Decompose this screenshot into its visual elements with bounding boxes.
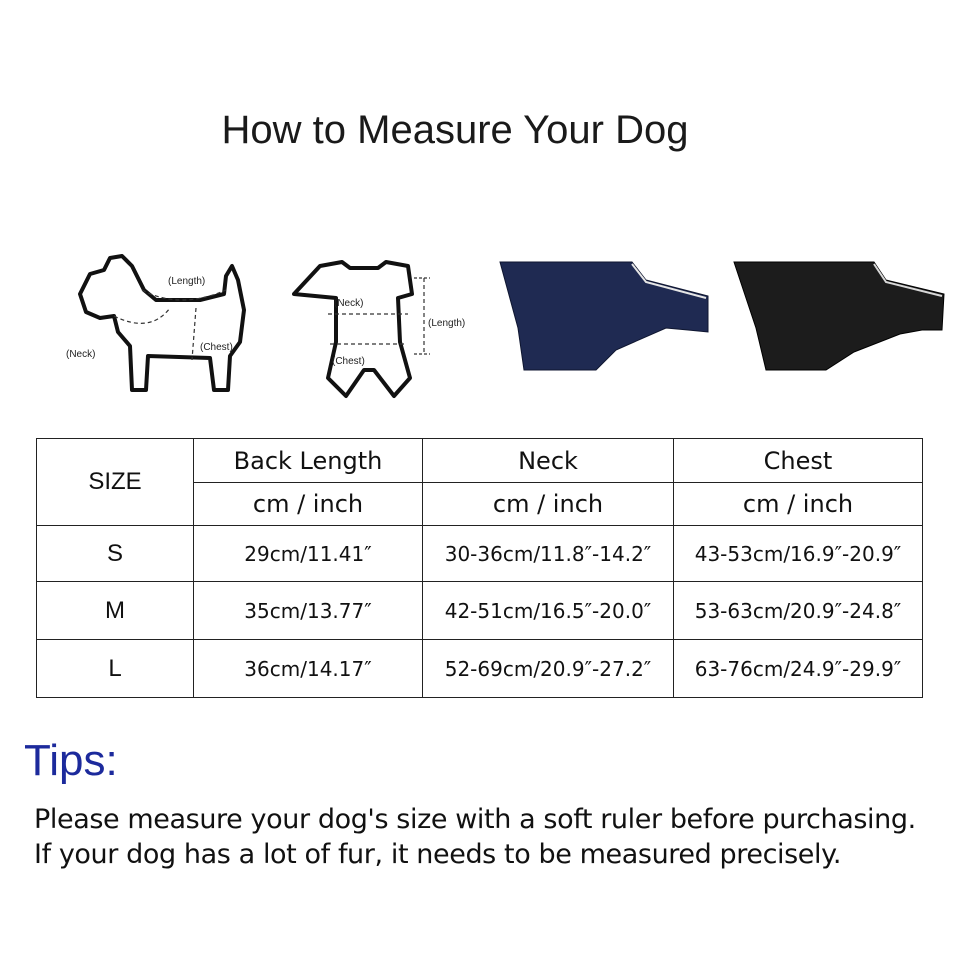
chest-header: Chest	[674, 439, 923, 483]
neck-header: Neck	[423, 439, 674, 483]
size-header: SIZE	[37, 439, 194, 526]
front-length-label: (Length)	[428, 318, 466, 329]
neck-cell: 52-69cm/20.9″-27.2″	[423, 640, 674, 698]
neck-cell: 42-51cm/16.5″-20.0″	[423, 582, 674, 640]
size-cell: S	[37, 526, 194, 582]
side-chest-label: (Chest)	[200, 342, 233, 353]
back-length-header: Back Length	[194, 439, 423, 483]
neck-cell: 30-36cm/11.8″-14.2″	[423, 526, 674, 582]
side-length-label: (Length)	[168, 276, 206, 287]
side-neck-label: (Neck)	[66, 349, 96, 360]
page-title: How to Measure Your Dog	[221, 108, 689, 152]
front-neck-label: (Neck)	[334, 298, 364, 309]
neck-unit: cm / inch	[423, 483, 674, 526]
size-chart-table	[36, 438, 923, 698]
size-cell: L	[37, 640, 194, 698]
tips-title: Tips:	[24, 736, 118, 785]
table-row	[37, 582, 923, 640]
chest-cell: 63-76cm/24.9″-29.9″	[674, 640, 923, 698]
garment-outline	[294, 262, 412, 396]
navy-coat-image	[496, 258, 714, 376]
chest-measure-line	[192, 308, 196, 360]
back-length-cell: 35cm/13.77″	[194, 582, 423, 640]
dog-side-view-diagram	[60, 250, 260, 400]
back-length-cell: 29cm/11.41″	[194, 526, 423, 582]
garment-front-diagram	[290, 258, 490, 403]
tips-text	[34, 802, 954, 872]
black-coat-image	[730, 258, 948, 376]
chest-cell: 53-63cm/20.9″-24.8″	[674, 582, 923, 640]
table-header-row	[37, 439, 923, 483]
front-chest-label: (Chest)	[332, 356, 365, 367]
navy-coat-body	[500, 262, 708, 370]
table-row	[37, 526, 923, 582]
tips-line: If your dog has a lot of fur, it needs to be measured precisely.	[34, 839, 842, 870]
back-length-unit: cm / inch	[194, 483, 423, 526]
back-length-cell: 36cm/14.17″	[194, 640, 423, 698]
size-cell: M	[37, 582, 194, 640]
tips-line: Please measure your dog's size with a soft ruler before purchasing.	[34, 804, 916, 835]
black-coat-body	[734, 262, 944, 370]
dog-side-silhouette	[80, 256, 244, 390]
table-row	[37, 640, 923, 698]
chest-unit: cm / inch	[674, 483, 923, 526]
neck-measure-line	[114, 308, 170, 323]
chest-cell: 43-53cm/16.9″-20.9″	[674, 526, 923, 582]
